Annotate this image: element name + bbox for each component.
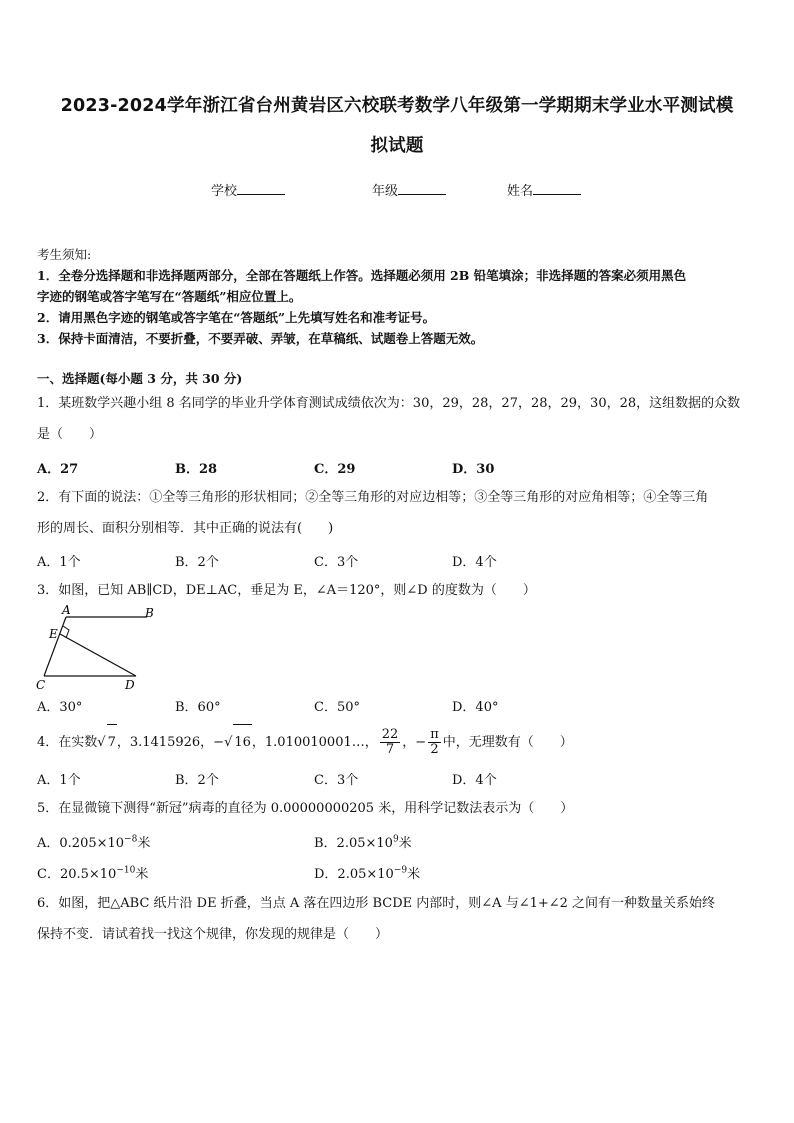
- q4-mid3: ，−: [402, 735, 427, 750]
- q3-text: 3．如图，已知 AB∥CD，DE⊥AC，垂足为 E，∠A＝120°，则∠D 的度数为（ ）: [37, 583, 536, 598]
- q5-option-b[interactable]: [314, 832, 412, 851]
- q5-option-d[interactable]: [314, 863, 420, 882]
- exam-title: [30, 86, 764, 166]
- q3-option-c[interactable]: C．50°: [314, 700, 360, 715]
- exam-notice: [37, 244, 759, 349]
- title-line-2: 拟试题: [370, 136, 424, 156]
- grade-blank[interactable]: [398, 182, 446, 195]
- notice-item-3: 3．保持卡面清洁，不要折叠，不要弄破、弄皱，在草稿纸、试题卷上答题无效。: [37, 331, 484, 346]
- q2-option-d[interactable]: D．4个: [452, 555, 497, 570]
- q5-option-d-base: D．2.05×10: [314, 867, 394, 882]
- notice-item-1a: 1．全卷分选择题和非选择题两部分，全部在答题纸上作答。选择题必须用 2B 铅笔填涂；非选择题的答案必须用黑色: [37, 268, 687, 283]
- q2-option-b[interactable]: B．2个: [175, 555, 219, 570]
- q1-option-b[interactable]: B．28: [175, 462, 218, 477]
- q1-option-d[interactable]: D．30: [452, 462, 495, 477]
- q4-frac2-den: 2: [430, 742, 439, 757]
- notice-item-1b: 字迹的钢笔或答字笔写在“答题纸”相应位置上。: [37, 289, 302, 304]
- grade-label: 年级: [372, 184, 399, 199]
- q5-option-d-exp: −9: [393, 865, 408, 876]
- q3-label-e: E: [49, 627, 58, 641]
- q4-option-c[interactable]: C．3个: [314, 773, 359, 788]
- q5-option-b-base: B．2.05×10: [314, 836, 393, 851]
- q3-option-d[interactable]: D．40°: [452, 700, 499, 715]
- school-field[interactable]: [211, 180, 285, 199]
- q2-option-c[interactable]: C．3个: [314, 555, 359, 570]
- q5-option-d-unit: 米: [407, 867, 421, 882]
- q5-option-b-exp: 9: [392, 834, 399, 845]
- q6-line-1: 6．如图，把△ABC 纸片沿 DE 折叠，当点 A 落在四边形 BCDE 内部时，则∠A 与∠1+∠2 之间有一种数量关系始终: [37, 896, 716, 911]
- q4-sqrt-sign: √: [97, 735, 106, 750]
- q3-line-de: [60, 634, 136, 676]
- q5-option-a-unit: 米: [137, 836, 151, 851]
- q6-line-2: 保持不变．请试着找一找这个规律，你发现的规律是（ ）: [37, 927, 389, 942]
- question-2: [37, 482, 759, 544]
- q4-sqrt-sign-2: √: [224, 735, 233, 750]
- q4-option-a[interactable]: A．1个: [37, 773, 81, 788]
- q4-suffix: 中，无理数有（ ）: [442, 735, 573, 750]
- q5-option-a-exp: −8: [124, 834, 138, 845]
- q3-figure: [32, 603, 162, 693]
- question-1: [37, 388, 759, 450]
- q5-option-c-unit: 米: [135, 867, 149, 882]
- q4-sqrt7: 7: [107, 724, 117, 761]
- question-6: [37, 888, 759, 950]
- notice-heading: 考生须知:: [37, 247, 92, 262]
- q2-line-1: 2．有下面的说法：①全等三角形的形状相同；②全等三角形的对应边相等；③全等三角形的对应角相等；④全等三角: [37, 490, 709, 505]
- q2-line-2: 形的周长、面积分别相等．其中正确的说法有( ): [37, 521, 334, 536]
- q1-line-1: 1．某班数学兴趣小组 8 名同学的毕业升学体育测试成绩依次为：30，29，28，27，28，29，30，28，这组数据的众数: [37, 396, 741, 411]
- q4-option-d[interactable]: D．4个: [452, 773, 497, 788]
- q3-label-a: A: [62, 603, 71, 617]
- notice-item-2: 2．请用黑色字迹的钢笔或答字笔在“答题纸”上先填写姓名和准考证号。: [37, 310, 436, 325]
- q4-sqrt16: 16: [233, 724, 252, 761]
- q3-label-c: C: [36, 678, 46, 692]
- q4-frac1-num: 22: [381, 727, 399, 742]
- school-label: 学校: [211, 184, 238, 199]
- name-blank[interactable]: [533, 182, 581, 195]
- q4-mid2: ，1.010010001…，: [251, 735, 378, 750]
- question-3: [37, 575, 759, 606]
- q4-fraction-pi-2: [428, 728, 441, 757]
- q1-option-a[interactable]: A．27: [37, 462, 79, 477]
- q3-label-d: D: [125, 678, 135, 692]
- grade-field[interactable]: [372, 180, 446, 199]
- q3-option-b[interactable]: B．60°: [175, 700, 221, 715]
- q5-option-a-base: A．0.205×10: [37, 836, 125, 851]
- q4-fraction-22-7: [380, 728, 401, 757]
- q4-frac1-den: 7: [385, 742, 395, 757]
- q4-mid1: ，3.1415926，−: [116, 735, 225, 750]
- q5-option-c[interactable]: [37, 863, 148, 882]
- q4-prefix: 4．在实数: [37, 735, 98, 750]
- title-line-1: 2023-2024学年浙江省台州黄岩区六校联考数学八年级第一学期期末学业水平测试模: [60, 96, 734, 116]
- q2-option-a[interactable]: A．1个: [37, 555, 81, 570]
- q3-line-ac: [44, 617, 66, 676]
- school-blank[interactable]: [237, 182, 285, 195]
- q5-option-b-unit: 米: [398, 836, 412, 851]
- q3-label-b: B: [145, 606, 154, 620]
- name-label: 姓名: [507, 184, 534, 199]
- q3-option-a[interactable]: A．30°: [37, 700, 83, 715]
- q5-text: 5．在显微镜下测得“新冠”病毒的直径为 0.00000000205 米，用科学记数法表示为（ ）: [37, 801, 574, 816]
- q5-option-c-base: C．20.5×10: [37, 867, 117, 882]
- q4-frac2-num: π: [430, 727, 439, 742]
- question-5: [37, 793, 759, 824]
- q1-line-2: 是（ ）: [37, 427, 103, 442]
- q4-option-b[interactable]: B．2个: [175, 773, 219, 788]
- q5-option-c-exp: −10: [116, 865, 136, 876]
- q1-option-c[interactable]: C．29: [314, 462, 356, 477]
- section-heading: 一、选择题(每小题 3 分，共 30 分): [37, 371, 243, 386]
- q5-option-a[interactable]: [37, 832, 150, 851]
- question-4: [37, 724, 759, 761]
- name-field[interactable]: [507, 180, 581, 199]
